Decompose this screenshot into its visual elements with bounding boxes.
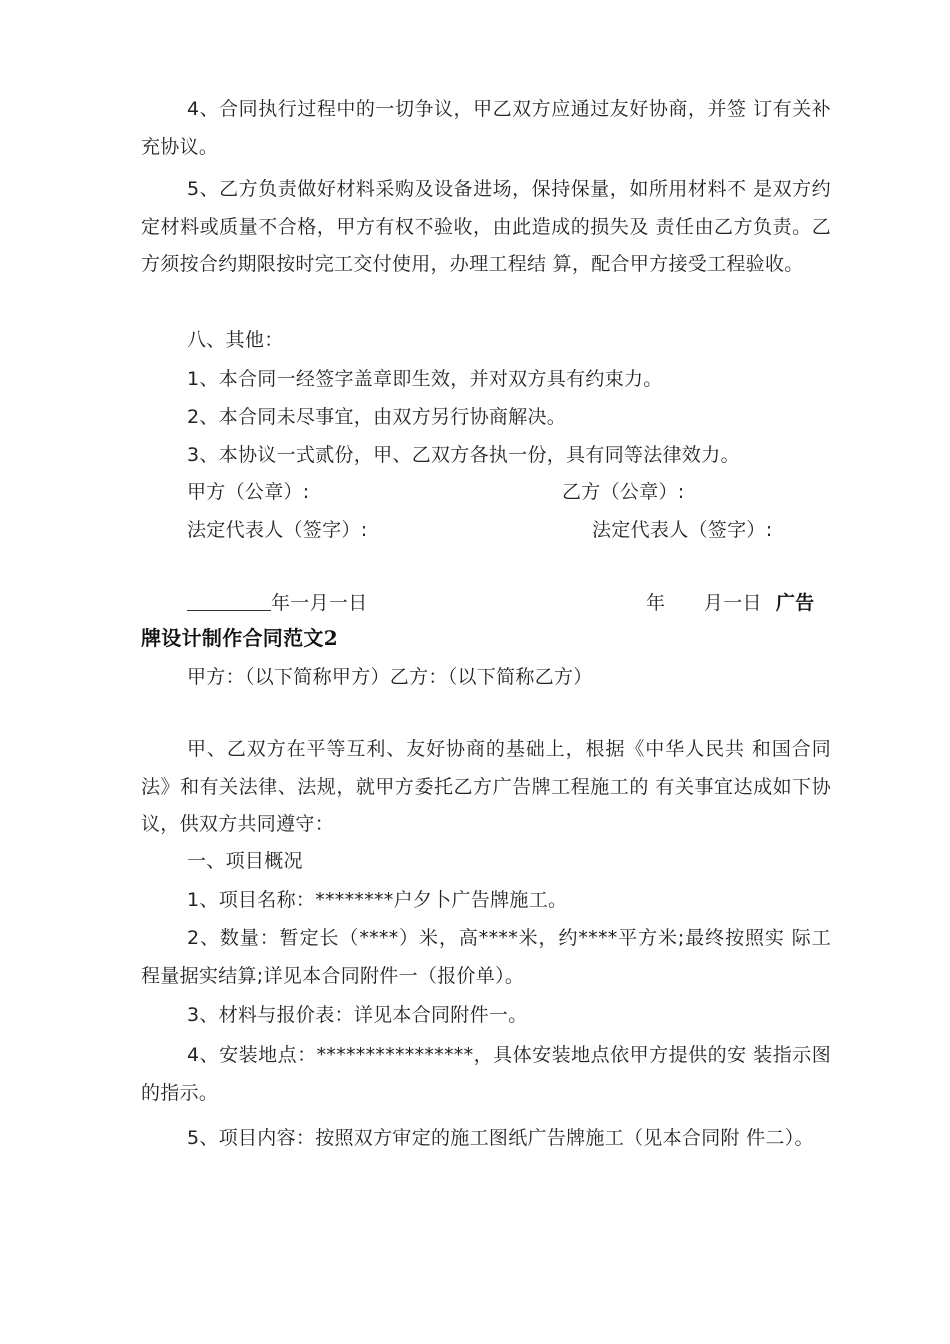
parties-line: 甲方：（以下简称甲方）乙方：（以下简称乙方） — [187, 666, 593, 688]
contract-heading: 牌设计制作合同范文2 — [141, 626, 338, 650]
party-b-seal-label: 乙方（公章）: — [562, 481, 685, 503]
section-1-item-5: 5、项目内容：按照双方审定的施工图纸广告牌施工（见本合同附 件二）。 — [187, 1127, 814, 1149]
section-1-item-2: 2、数量：暂定长（****）米，高****米，约****平方米;最终按照实 际工程量据实结算;详见本合同附件一（报价单）。 — [141, 927, 831, 987]
signature-date-blank — [187, 588, 271, 611]
paragraph-materials-clause: 5、乙方负责做好材料采购及设备进场，保持保量，如所用材料不 是双方约定材料或质量不合格，甲方有权不验收，由此造成的损失及 责任由乙方负责。乙方须按合约期限按时完工交付使用，办理工程结 算，配合甲方接受工程验收。 — [141, 178, 831, 275]
section-8-item-3: 3、本协议一式贰份，甲、乙双方各执一份，具有同等法律效力。 — [187, 444, 740, 466]
intro-paragraph: 甲、乙双方在平等互利、友好协商的基础上，根据《中华人民共 和国合同法》和有关法律、法规，就甲方委托乙方广告牌工程施工的 有关事宜达成如下协议，供双方共同遵守： — [141, 738, 831, 835]
section-1-item-1: 1、项目名称：********户夕卜广告牌施工。 — [187, 889, 568, 911]
section-8-title: 八、其他： — [187, 329, 284, 351]
paragraph-dispute-clause: 4、合同执行过程中的一切争议，甲乙双方应通过友好协商，并签 订有关补充协议。 — [141, 98, 831, 158]
party-b-representative-label: 法定代表人（签字）: — [592, 519, 773, 541]
party-a-representative-label: 法定代表人（签字）: — [187, 519, 368, 541]
date-right — [646, 585, 814, 622]
section-8-item-2: 2、本合同未尽事宜，由双方另行协商解决。 — [187, 406, 567, 428]
date-left-text: 年一月一日 — [271, 592, 368, 614]
date-left — [187, 585, 368, 622]
section-8-item-1: 1、本合同一经签字盖章即生效，并对双方具有约束力。 — [187, 368, 663, 390]
section-1-item-3: 3、材料与报价表：详见本合同附件一。 — [187, 1004, 528, 1026]
party-a-seal-label: 甲方（公章）: — [187, 481, 310, 503]
date-right-text: 年 月一日 — [646, 592, 762, 614]
section-1-item-4: 4、安装地点：****************，具体安装地点依甲方提供的安 装指示图的指示。 — [141, 1044, 831, 1104]
heading-part-1: 广告 — [775, 592, 815, 614]
section-1-title: 一、项目概况 — [187, 850, 303, 872]
